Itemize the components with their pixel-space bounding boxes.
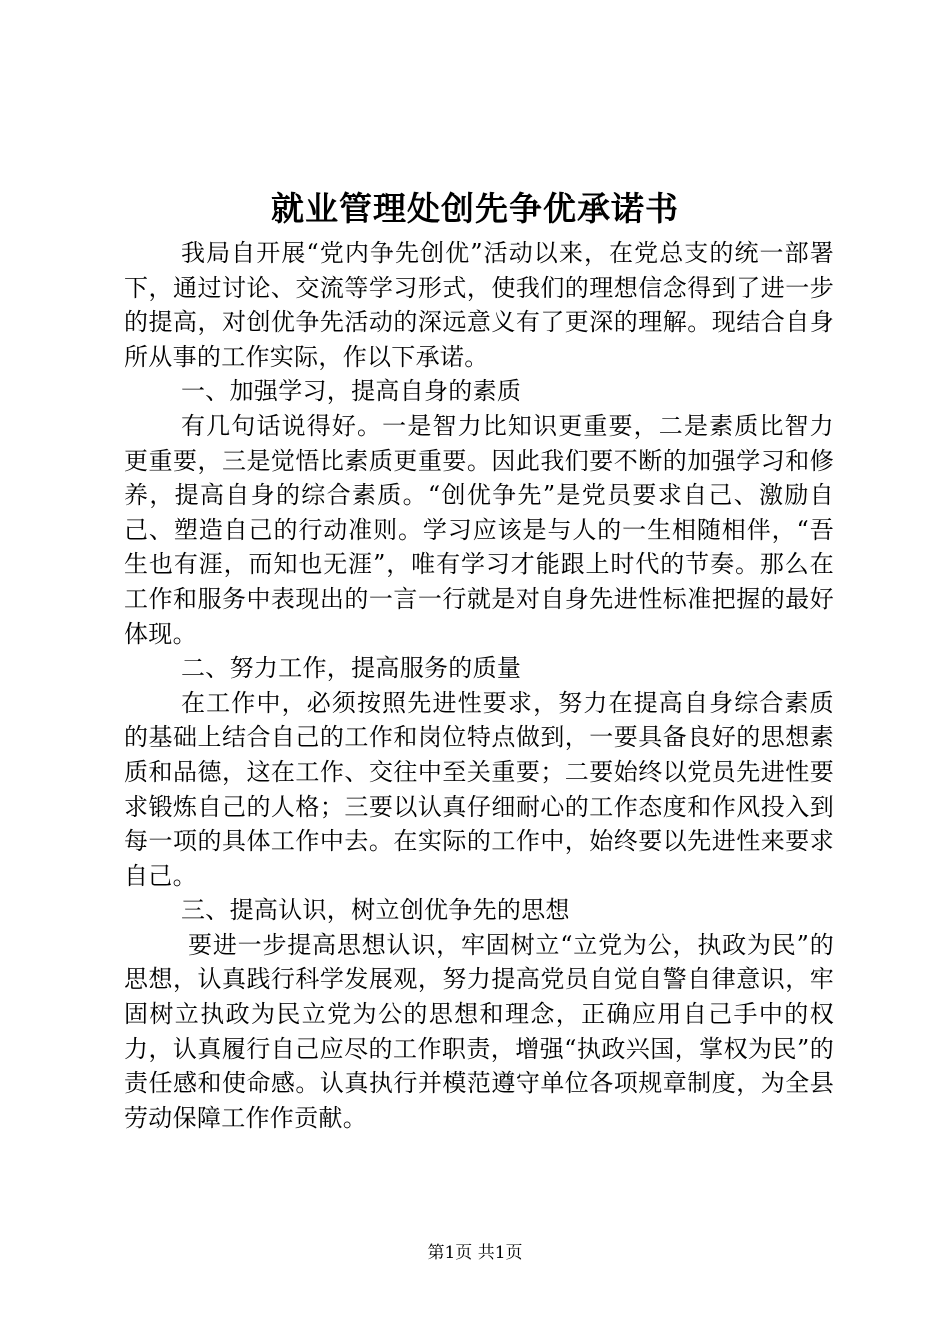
intro-paragraph: 我局自开展“党内争先创优”活动以来，在党总支的统一部署下，通过讨论、交流等学习形式，使我们的理想信念得到了进一步的提高，对创优争先活动的深远意义有了更深的理解。现结合自身所从事的工作实际，作以下承诺。 [124,239,834,371]
page-footer: 第1页 共1页 [427,1243,523,1263]
section-paragraph-1: 有几句话说得好。一是智力比知识更重要，二是素质比智力更重要，三是觉悟比素质更重要。因此我们要不断的加强学习和修养，提高自身的综合素质。“创优争先”是党员要求自己、激励自己、塑造自己的行动准则。学习应该是与人的一生相随相伴，“吾生也有涯，而知也无涯”，唯有学习才能跟上时代的节奏。那么在工作和服务中表现出的一言一行就是对自身先进性标准把握的最好体现。 [124,411,834,648]
section-heading-1: 一、加强学习，提高自身的素质 [181,377,522,406]
section-heading-3: 三、提高认识，树立创优争先的思想 [181,896,570,925]
section-heading-2: 二、努力工作，提高服务的质量 [181,654,522,683]
section-paragraph-3: 要进一步提高思想认识，牢固树立“立党为公，执政为民”的思想，认真践行科学发展观，努力提高党员自觉自警自律意识，牢固树立执政为民立党为公的思想和理念，正确应用自己手中的权力，认真履行自己应尽的工作职责，增强“执政兴国，掌权为民”的责任感和使命感。认真执行并模范遵守单位各项规章制度，为全县劳动保障工作作贡献。 [124,930,834,1132]
document-body [124,236,834,1135]
section-paragraph-2: 在工作中，必须按照先进性要求，努力在提高自身综合素质的基础上结合自己的工作和岗位特点做到，一要具备良好的思想素质和品德，这在工作、交往中至关重要；二要始终以党员先进性要求锻炼自己的人格；三要以认真仔细耐心的工作态度和作风投入到每一项的具体工作中去。在实际的工作中，始终要以先进性来要求自己。 [124,688,834,890]
document-title: 就业管理处创先争优承诺书 [271,189,679,228]
